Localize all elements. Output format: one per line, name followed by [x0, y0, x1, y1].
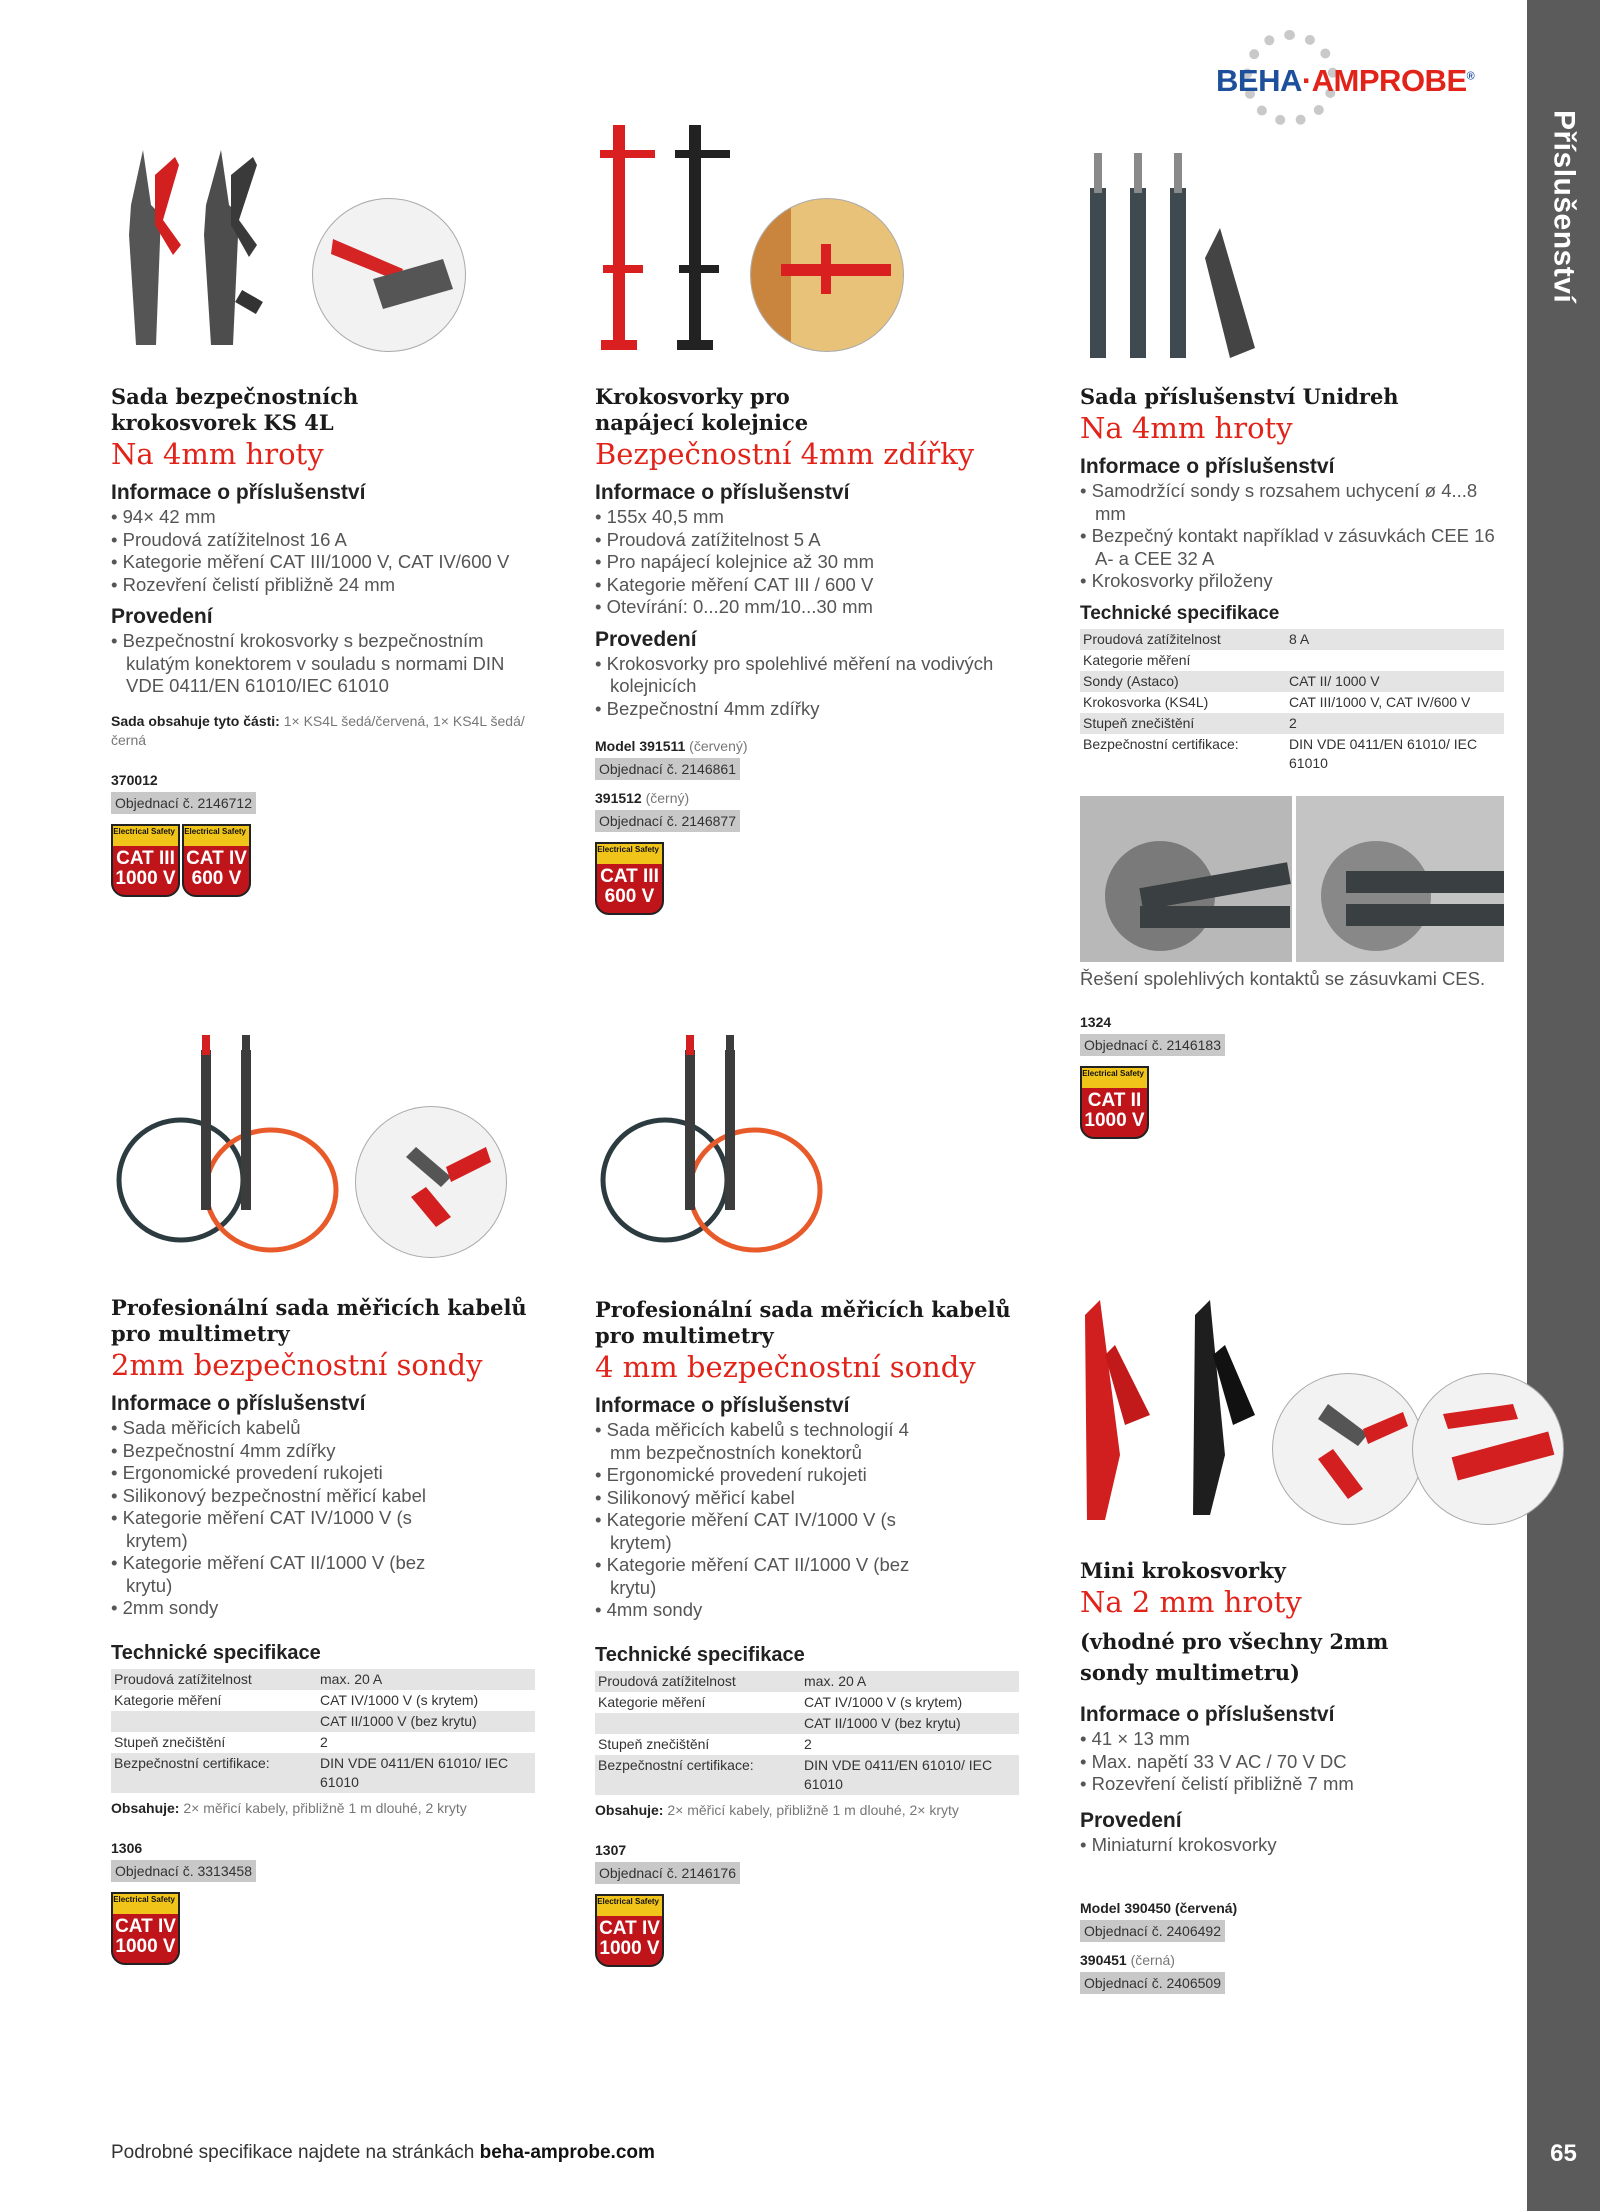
list-item: • Kategorie měření CAT III/1000 V, CAT IV/600 V [111, 551, 541, 574]
order-number: Objednací č. 2406492 [1080, 1920, 1225, 1942]
table-row: CAT II/1000 V (bez krytu) [111, 1711, 535, 1732]
model-number: 370012 [111, 771, 158, 788]
product-title: Sada příslušenství Unidreh [1080, 384, 1399, 409]
website-link[interactable]: beha-amprobe.com [479, 2142, 655, 2163]
design-list [595, 653, 1025, 721]
order-number: Objednací č. 2146861 [595, 758, 740, 780]
list-item: • Kategorie měření CAT IV/1000 V (s krytem) [595, 1509, 910, 1554]
order-number: Objednací č. 2146183 [1080, 1034, 1225, 1056]
table-row: Stupeň znečištění 2 [114, 1733, 328, 1750]
list-item: • Krokosvorky pro spolehlivé měření na vodivých kolejnicích [595, 653, 1025, 698]
info-list [111, 1417, 541, 1620]
model-number: 1306 [111, 1839, 143, 1856]
cat-badge: Electrical Safety CAT IV 1000 V [595, 1894, 664, 1967]
set-contents: Obsahuje: 2× měřicí kabely, přibližně 1 m dlouhé, 2× kryty [595, 1801, 959, 1818]
list-item: • Pro napájecí kolejnice až 30 mm [595, 551, 1025, 574]
table-row: Bezpečnostní certifikace: DIN VDE 0411/EN 61010/ IEC 61010 [111, 1753, 535, 1793]
spec-heading: Technické specifikace [111, 1641, 321, 1664]
product-image-4mm-leads [595, 1030, 835, 1260]
table-row: Proudová zatížitelnost 8 A [1080, 629, 1504, 650]
list-item: • Kategorie měření CAT IV/1000 V (s krytem) [111, 1507, 426, 1552]
product-2mm-leads [111, 1295, 541, 1965]
safety-badges [1080, 1066, 1504, 1139]
model-number: Model 391511 (červený) [595, 738, 748, 754]
detail-circle [312, 198, 466, 352]
product-title: Sada bezpečnostních krokosvorek KS 4L [111, 384, 359, 435]
list-item: • Bezpečný kontakt například v zásuvkách CEE 16 A- a CEE 32 A [1080, 525, 1504, 570]
table-row: Krokosvorka (KS4L) CAT III/1000 V, CAT IV/600 V [1083, 693, 1471, 710]
list-item: • Kategorie měření CAT III / 600 V [595, 574, 1025, 597]
info-heading: Informace o příslušenství [595, 1394, 850, 1417]
design-list [111, 630, 541, 698]
product-image-unidreh [1080, 148, 1300, 360]
cat-badge: Electrical Safety CAT IV 1000 V [111, 1892, 180, 1965]
spec-heading: Technické specifikace [1080, 602, 1280, 624]
product-image-mini-clips [1075, 1295, 1275, 1525]
detail-circle [355, 1106, 507, 1258]
compatibility-note: (vhodné pro všechny 2mm sondy multimetru) [1080, 1629, 1389, 1685]
model-number: 390451 (černá) [1080, 1952, 1175, 1968]
info-list [595, 506, 1025, 619]
list-item: • Miniaturní krokosvorky [1080, 1834, 1504, 1857]
footer-note: Podrobné specifikace najdete na stránkách beha-amprobe.com [111, 2142, 655, 2163]
list-item: • Samodržící sondy s rozsahem uchycení ø 4...8 mm [1080, 480, 1504, 525]
application-photo [1080, 796, 1292, 962]
photo-caption: Řešení spolehlivých kontaktů se zásuvkami CES. [1080, 967, 1486, 989]
order-number: Objednací č. 3313458 [111, 1860, 256, 1882]
cat-badge: Electrical Safety CAT IV 600 V [182, 824, 251, 897]
table-row: CAT II/1000 V (bez krytu) [595, 1713, 1019, 1734]
table-row: Kategorie měření CAT IV/1000 V (s krytem) [598, 1693, 963, 1710]
product-title: Mini krokosvorky [1080, 1558, 1286, 1583]
table-row: Stupeň znečištění 2 [1080, 713, 1504, 734]
detail-circle [750, 198, 904, 352]
info-heading: Informace o příslušenství [111, 1392, 366, 1415]
order-number: Objednací č. 2146877 [595, 810, 740, 832]
info-heading: Informace o příslušenství [111, 481, 366, 504]
list-item: • Sada měřicích kabelů [111, 1417, 541, 1440]
list-item: • Bezpečnostní 4mm zdířky [111, 1440, 541, 1463]
list-item: • 41 × 13 mm [1080, 1728, 1504, 1751]
list-item: • Rozevření čelistí přibližně 24 mm [111, 574, 541, 597]
list-item: • Ergonomické provedení rukojeti [111, 1462, 541, 1485]
set-contents: Obsahuje: 2× měřicí kabely, přibližně 1 m dlouhé, 2 kryty [111, 1799, 467, 1816]
list-item: • Bezpečnostní 4mm zdířky [595, 698, 1025, 721]
list-item: • Ergonomické provedení rukojeti [595, 1464, 1025, 1487]
cat-badge: Electrical Safety CAT II 1000 V [1080, 1066, 1149, 1139]
info-heading: Informace o příslušenství [1080, 455, 1335, 478]
model-number: 1324 [1080, 1014, 1112, 1030]
application-photos [1080, 796, 1504, 964]
table-row: Proudová zatížitelnost max. 20 A [595, 1671, 1019, 1692]
list-item: • Kategorie měření CAT II/1000 V (bez krytu) [111, 1552, 426, 1597]
list-item: • 2mm sondy [111, 1597, 541, 1620]
list-item: • Max. napětí 33 V AC / 70 V DC [1080, 1751, 1504, 1774]
table-row: Kategorie měření CAT IV/1000 V (s krytem) [114, 1691, 479, 1708]
list-item: • 94× 42 mm [111, 506, 541, 529]
logo-wordmark: BEHA·AMPROBE® [1216, 63, 1475, 98]
page-number: 65 [1550, 2140, 1577, 2167]
table-row: Bezpečnostní certifikace: DIN VDE 0411/EN 61010/ IEC 61010 [1083, 735, 1478, 771]
info-heading: Informace o příslušenství [595, 481, 850, 504]
spec-table [595, 1671, 1019, 1795]
set-contents: Sada obsahuje tyto části: 1× KS4L šedá/červená, 1× KS4L šedá/černá [111, 712, 525, 748]
list-item: • Kategorie měření CAT II/1000 V (bez krytu) [595, 1554, 910, 1599]
product-rail-clips [595, 384, 1025, 915]
list-item: • Krokosvorky přiloženy [1080, 570, 1504, 593]
product-ks4l [111, 384, 541, 897]
list-item: • 4mm sondy [595, 1599, 1025, 1622]
section-title: Příslušenství [1547, 110, 1581, 304]
order-number: Objednací č. 2146176 [595, 1862, 740, 1884]
list-item: • 155x 40,5 mm [595, 506, 1025, 529]
design-heading: Provedení [1080, 1808, 1182, 1832]
sidebar-band [1527, 0, 1600, 2211]
list-item: • Sada měřicích kabelů s technologií 4 mm bezpečnostních konektorů [595, 1419, 930, 1464]
table-row: Bezpečnostní certifikace: DIN VDE 0411/EN 61010/ IEC 61010 [595, 1755, 1019, 1795]
table-row: Proudová zatížitelnost max. 20 A [111, 1669, 535, 1690]
list-item: • Silikonový bezpečnostní měřicí kabel [111, 1485, 541, 1508]
detail-circle [1272, 1373, 1424, 1525]
info-list [1080, 480, 1504, 593]
safety-badges [595, 1894, 1025, 1967]
table-row: Kategorie měření [1083, 651, 1191, 668]
detail-circle [1412, 1373, 1564, 1525]
cat-badge: Electrical Safety CAT III 600 V [595, 842, 664, 915]
cat-badge: Electrical Safety CAT III 1000 V [111, 824, 180, 897]
design-heading: Provedení [111, 605, 213, 628]
model-number: 1307 [595, 1841, 627, 1858]
product-subtitle: Na 4mm hroty [1080, 411, 1293, 445]
list-item: • Rozevření čelistí přibližně 7 mm [1080, 1773, 1504, 1796]
beha-amprobe-logo [1212, 30, 1512, 126]
product-mini-clips [1080, 1558, 1504, 1994]
list-item: • Proudová zatížitelnost 5 A [595, 529, 1025, 552]
design-list [1080, 1834, 1504, 1857]
order-number: Objednací č. 2146712 [111, 792, 256, 814]
product-subtitle: 2mm bezpečnostní sondy [111, 1348, 483, 1382]
model-number: 391512 (černý) [595, 790, 690, 806]
order-number: Objednací č. 2406509 [1080, 1972, 1225, 1994]
product-title: Profesionální sada měřicích kabelů pro multimetry [595, 1297, 1011, 1348]
application-photo [1296, 796, 1504, 962]
table-row: Stupeň znečištění 2 [598, 1735, 812, 1752]
product-subtitle: 4 mm bezpečnostní sondy [595, 1350, 976, 1384]
design-heading: Provedení [595, 627, 697, 651]
spec-table [111, 1669, 535, 1793]
list-item: • Silikonový měřicí kabel [595, 1487, 1025, 1510]
spec-table [1080, 629, 1504, 774]
info-list [1080, 1728, 1504, 1796]
product-4mm-leads [595, 1297, 1025, 1967]
product-subtitle: Na 4mm hroty [111, 437, 324, 471]
product-title: Profesionální sada měřicích kabelů pro multimetry [111, 1295, 527, 1346]
product-title: Krokosvorky pro napájecí kolejnice [595, 384, 809, 435]
list-item: • Otevírání: 0...20 mm/10...30 mm [595, 596, 1025, 619]
info-list [595, 1419, 1025, 1622]
spec-heading: Technické specifikace [595, 1643, 805, 1666]
product-subtitle: Na 2 mm hroty [1080, 1585, 1302, 1619]
list-item: • Proudová zatížitelnost 16 A [111, 529, 541, 552]
safety-badges [595, 842, 1025, 915]
product-image-2mm-leads [111, 1030, 351, 1260]
info-heading: Informace o příslušenství [1080, 1703, 1335, 1726]
list-item: • Bezpečnostní krokosvorky s bezpečnostním kulatým konektorem v souladu s normami DIN VDE 0411/EN 61010/IEC 61010 [111, 630, 541, 698]
product-subtitle: Bezpečnostní 4mm zdířky [595, 437, 975, 471]
model-number: Model 390450 (červená) [1080, 1900, 1238, 1916]
table-row: Sondy (Astaco) CAT II/ 1000 V [1080, 671, 1504, 692]
safety-badges [111, 1892, 541, 1965]
info-list [111, 506, 541, 596]
safety-badges [111, 824, 541, 897]
product-unidreh [1080, 384, 1504, 1139]
